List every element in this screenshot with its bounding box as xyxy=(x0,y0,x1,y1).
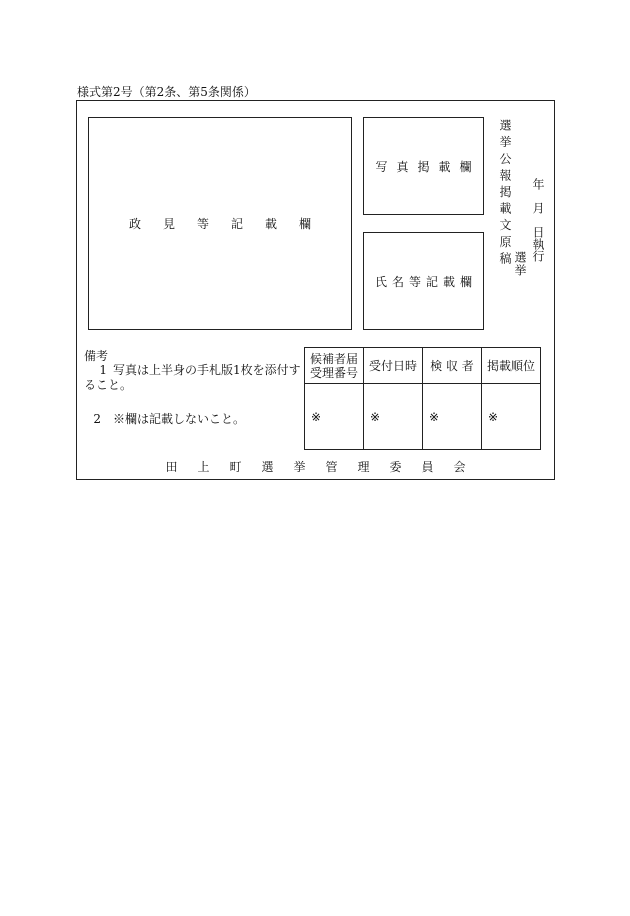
office-mark-cell: ※ xyxy=(305,384,364,450)
form-number-caption: 様式第2号（第2条、第5条関係） xyxy=(77,85,256,99)
office-mark-cell: ※ xyxy=(423,384,482,450)
header-receipt-number xyxy=(305,348,364,384)
policy-statement-label: 政見等記載欄 xyxy=(128,217,333,231)
remark-item-2 xyxy=(84,410,245,427)
issuer-name: 田上町選挙管理委員会 xyxy=(165,460,486,474)
vertical-form-title: 選挙公報掲載文原稿 xyxy=(498,119,512,269)
election-label: 選挙 xyxy=(513,251,527,277)
remark-number: 2 xyxy=(93,412,101,426)
photo-field-label: 写真掲載欄 xyxy=(375,159,481,174)
name-field-label: 氏名等記載欄 xyxy=(374,274,477,289)
office-table-body-row xyxy=(305,384,541,450)
remark-number: 1 xyxy=(99,363,107,377)
office-mark-cell: ※ xyxy=(482,384,541,450)
header-inspector: 検 収 者 xyxy=(423,348,482,384)
remark-item-1 xyxy=(84,363,302,393)
remarks-heading: 備考 xyxy=(84,349,109,363)
header-publish-order: 掲載順位 xyxy=(482,348,541,384)
remark-text: 写真は上半身の手札版1枚を添付すること。 xyxy=(84,363,301,392)
policy-statement-field[interactable] xyxy=(88,117,352,330)
remark-text: ※欄は記載しないこと。 xyxy=(113,412,246,426)
election-date-label: 年 月 日執行 xyxy=(531,178,545,262)
header-received-datetime: 受付日時 xyxy=(364,348,423,384)
office-mark-cell: ※ xyxy=(364,384,423,450)
issuer-footer xyxy=(76,458,555,475)
photo-field[interactable] xyxy=(363,117,484,215)
office-use-table xyxy=(304,347,541,450)
office-table-header-row xyxy=(305,348,541,384)
header-receipt-number-label: 候補者届受理番号 xyxy=(309,351,358,380)
name-field[interactable] xyxy=(363,232,484,330)
